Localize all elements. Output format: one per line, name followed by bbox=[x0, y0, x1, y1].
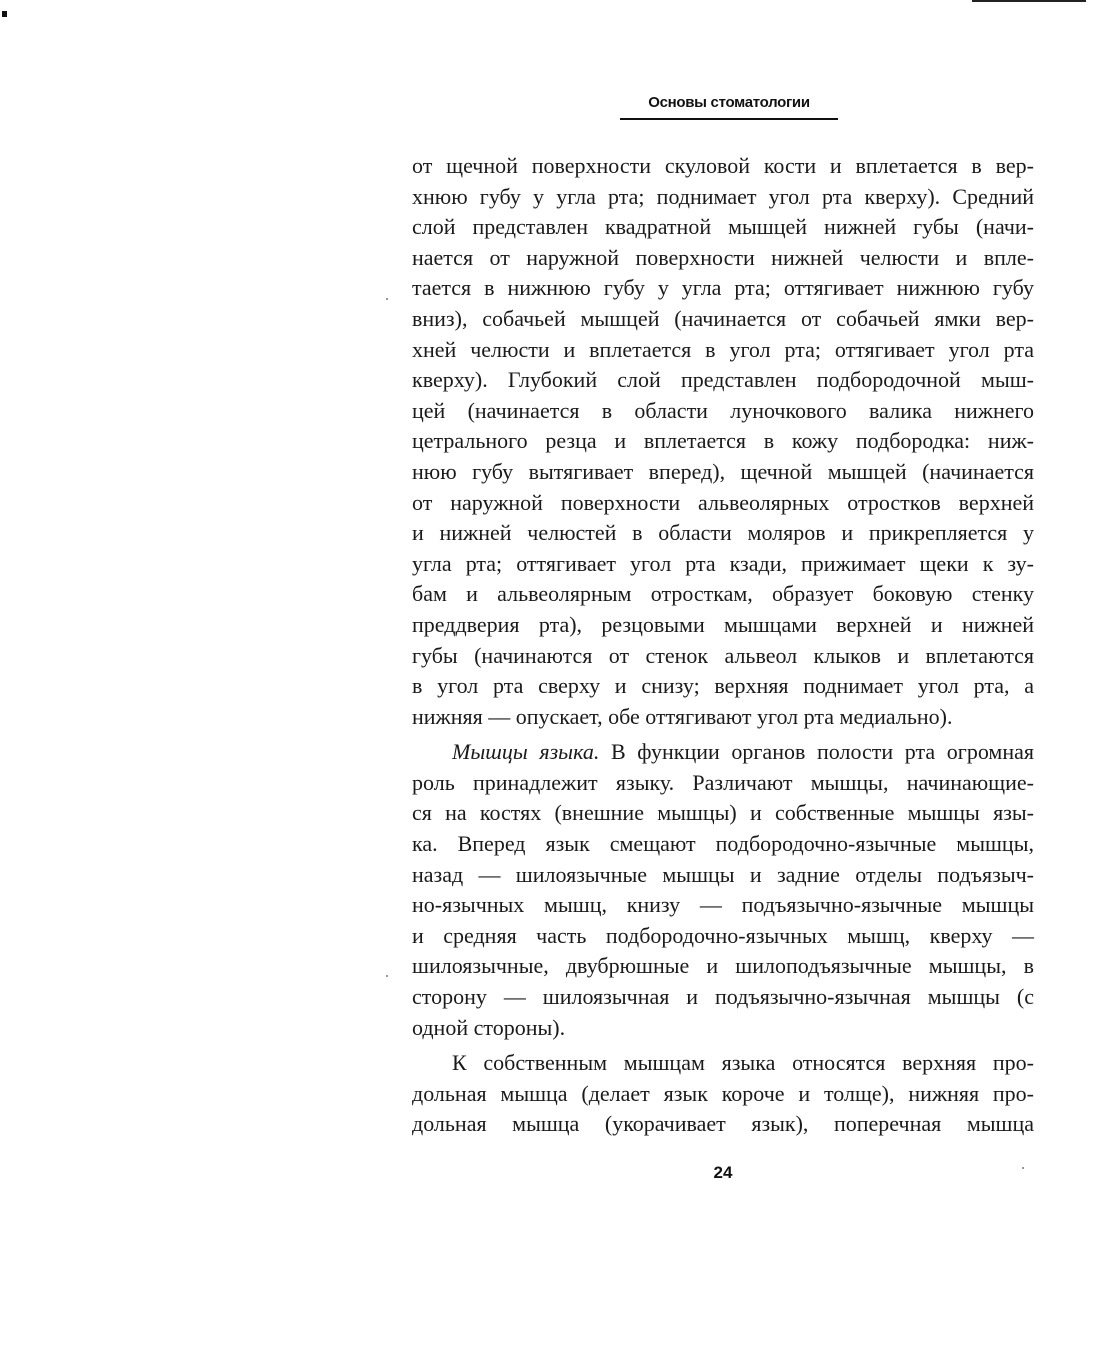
paragraph-tongue-muscles bbox=[412, 737, 1034, 1043]
scan-corner-mark bbox=[2, 11, 7, 17]
text-line: цей (начинается в области луночкового валика нижнего bbox=[412, 397, 1034, 423]
text-line: в угол рта сверху и снизу; верхняя поднимает угол рта, а bbox=[412, 673, 1034, 699]
text-line: сторону — шилоязычная и подъязычно-язычная мышцы (с bbox=[412, 984, 1034, 1010]
text-line: хнюю губу у угла рта; поднимает угол рта кверху). Средний bbox=[412, 183, 1034, 209]
text-line: нюю губу вытягивает вперед), щечной мышцей (начинается bbox=[412, 458, 1034, 484]
running-header: Основы стоматологии bbox=[620, 94, 838, 120]
text-line: нижняя — опускает, обе оттягивают угол рта медиально). bbox=[412, 703, 953, 729]
text-line: ка. Вперед язык смещают подбородочно-язычные мышцы, bbox=[412, 831, 1034, 857]
text-line: угла рта; оттягивает угол рта кзади, прижимает щеки к зу- bbox=[412, 550, 1034, 576]
text-line: цетрального резца и вплетается в кожу подбородка: ниж- bbox=[412, 428, 1034, 454]
text-run: В функции органов полости рта огромная bbox=[599, 739, 1034, 765]
text-line: и нижней челюстей в области моляров и прикрепляется у bbox=[412, 520, 1034, 546]
text-line: бам и альвеолярным отросткам, образует боковую стенку bbox=[412, 581, 1034, 607]
text-line: К собственным мышцам языка относятся верхняя про- bbox=[452, 1050, 1034, 1076]
paragraph-intrinsic-muscles bbox=[412, 1048, 1034, 1140]
text-line bbox=[412, 737, 1034, 768]
text-line: но-язычных мышц, книзу — подъязычно-язычные мышцы bbox=[412, 892, 1034, 918]
body-text bbox=[412, 151, 1034, 1140]
page-number: 24 bbox=[713, 1163, 733, 1182]
scan-speck bbox=[386, 298, 388, 300]
text-line: назад — шилоязычные мышцы и задние отделы подъязыч- bbox=[412, 861, 1034, 887]
text-line: хней челюсти и вплетается в угол рта; оттягивает угол рта bbox=[412, 336, 1034, 362]
text-line: нается от наружной поверхности нижней челюсти и вплe- bbox=[412, 244, 1034, 270]
text-line: преддверия рта), резцовыми мышцами верхней и нижней bbox=[412, 611, 1034, 637]
text-line: вниз), собачьей мышцей (начинается от собачьей ямки вер- bbox=[412, 305, 1034, 331]
text-line: кверху). Глубокий слой представлен подбородочной мыш- bbox=[412, 367, 1034, 393]
text-line: одной стороны). bbox=[412, 1014, 566, 1040]
text-line: дольная мышца (делает язык короче и толще), нижняя про- bbox=[412, 1080, 1034, 1106]
text-line: и средняя часть подбородочно-язычных мышц, кверху — bbox=[412, 922, 1034, 948]
text-line: от щечной поверхности скуловой кости и вплетается в вер- bbox=[412, 153, 1034, 178]
text-line: дольная мышца (укорачивает язык), поперечная мышца bbox=[412, 1111, 1034, 1137]
text-line: от наружной поверхности альвеолярных отростков верхней bbox=[412, 489, 1034, 515]
text-line: губы (начинаются от стенок альвеол клыков и вплетаются bbox=[412, 642, 1034, 668]
scan-speck bbox=[386, 975, 388, 977]
paragraph-facial-muscles bbox=[412, 151, 1034, 732]
text-line: тается в нижнюю губу у угла рта; оттягивает нижнюю губу bbox=[412, 275, 1034, 301]
scan-speck bbox=[1022, 1167, 1024, 1169]
scan-top-rule bbox=[972, 0, 1086, 2]
text-line: слой представлен квадратной мышцей нижней губы (начи- bbox=[412, 214, 1034, 240]
text-line: шилоязычные, двубрюшные и шилоподъязычные мышцы, в bbox=[412, 953, 1034, 979]
section-lead-heading: Мышцы языка. bbox=[452, 739, 600, 765]
text-line: ся на костях (внешние мышцы) и собственные мышцы язы- bbox=[412, 800, 1034, 826]
text-line: роль принадлежит языку. Различают мышцы, начинающие- bbox=[412, 769, 1034, 795]
